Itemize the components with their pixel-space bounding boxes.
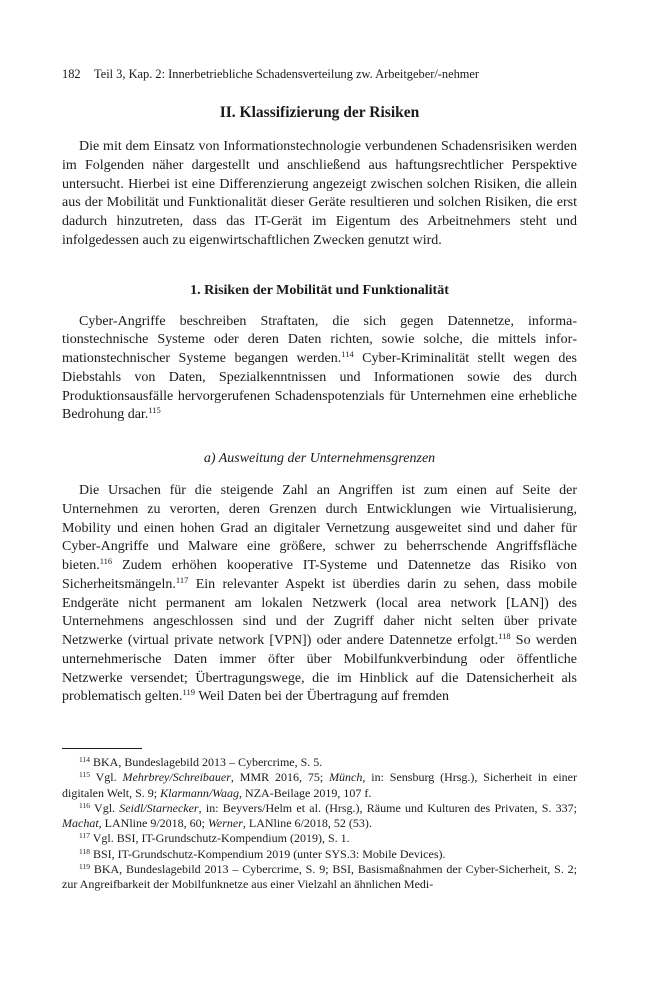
book-page	[62, 66, 577, 893]
footnote-number: 116	[79, 800, 90, 810]
footnote-text: , LANline 9/2018, 60;	[98, 816, 208, 831]
author-name: Klarmann/Waag	[160, 785, 240, 800]
running-title: Teil 3, Kap. 2: Innerbetriebliche Schadensverteilung zw. Arbeitgeber/-nehmer	[94, 67, 480, 81]
footnote-number: 117	[79, 831, 90, 841]
footnote-text: , LANline 6/2018, 52 (53).	[242, 816, 372, 831]
text-run: Weil Daten bei der Übertragung auf fremden	[194, 689, 449, 705]
footnote-ref-117[interactable]: 117	[175, 574, 189, 585]
text-run: Zudem erhöhen kooperative IT-Systeme und Datennetze das Risiko von Sicherheitsmängeln.	[62, 558, 577, 592]
sub-subsection-heading: a) Ausweitung der Unternehmensgrenzen	[203, 451, 436, 466]
page-number: 182	[62, 67, 81, 81]
footnotes	[62, 755, 577, 893]
footnote-118	[62, 847, 577, 862]
paragraph-company-boundaries	[62, 482, 577, 707]
footnote-115	[62, 770, 577, 801]
paragraph-cyber-attacks	[62, 313, 577, 426]
footnote-text: Vgl.	[89, 770, 123, 785]
footnote-116	[62, 801, 577, 832]
footnote-119	[62, 862, 577, 893]
footnote-ref-115[interactable]: 115	[148, 405, 161, 416]
footnote-number: 119	[79, 862, 90, 872]
footnote-text: BKA, Bundeslagebild 2013 – Cybercrime, S. 9; BSI, Basismaßnahmen der Cyber-Sicherheit, S. 2; zur Angreifbarkeit der Mobilfunknetze aus einer Vielzahl an ähnlichen Medi-	[62, 862, 577, 892]
footnote-text: Vgl.	[89, 800, 120, 815]
footnote-text: , in: Beyvers/Helm et al. (Hrsg.), Räume und Kulturen des Privaten, S. 337;	[198, 800, 577, 815]
footnote-text: , NZA-Beilage 2019, 107 f.	[239, 785, 372, 800]
section-heading: II. Klassifizierung der Risiken	[219, 104, 420, 121]
footnote-separator	[62, 748, 142, 749]
author-name: Machat	[62, 816, 99, 831]
footnote-ref-116[interactable]: 116	[99, 556, 113, 566]
text-run: Cyber-Kriminalität stellt wegen des Diebstahls von Daten, Spezialkenntnissen und Informationen sowie des durch Produktionsausfälle hervorgerufenen Schadenspotenzials für Unternehmen eine erhebliche Bedrohung dar.	[62, 351, 578, 423]
author-name: Mehrbrey/Schreibauer	[122, 770, 231, 785]
author-name: Seidl/Starnecker	[119, 800, 199, 815]
text-run: Cyber-Angriffe beschreiben Straftaten, die sich gegen Datennetze, informationstechnische Systeme oder deren Daten richten, sowie solche, die mittels informationstechnischer Systeme begangen werden.	[62, 313, 577, 366]
text-run: So werden unternehmerische Daten immer öfter über Mobilfunkverbindung oder öffentliche Netzwerke versendet; Übertragungswege, die im Hinblick auf die Datensicherheit als problematisch gelten.	[62, 633, 577, 705]
author-name: Werner	[207, 816, 243, 831]
running-header	[62, 66, 577, 82]
text-run: Ein relevanter Aspekt ist überdies darin zu sehen, dass mobile Endgeräte nicht permanent am lokalen Netzwerk (local area network [LAN]) des Unternehmens angeschlossen sind und der Zugriff daher nicht selten über private Netzwerke (virtual private network [VPN]) oder andere Datennetze erfolgt.	[62, 576, 577, 648]
author-name: Münch	[329, 770, 363, 785]
footnote-number: 115	[79, 770, 90, 780]
footnote-ref-114[interactable]: 114	[341, 349, 354, 359]
subsection-heading: 1. Risiken der Mobilität und Funktionalität	[190, 282, 449, 298]
footnote-ref-119[interactable]: 119	[182, 687, 195, 698]
footnote-number: 118	[79, 846, 90, 856]
footnote-number: 114	[79, 755, 90, 764]
intro-paragraph: Die mit dem Einsatz von Informationstechnologie verbundenen Schadensrisiken werden im Folgenden näher dargestellt und anschließend aus haftungsrechtlicher Perspektive untersucht. Hierbei ist eine Differenzierung angezeigt zwischen solchen Risiken, die allein aus der Mobilität und Funktionalität dieser Geräte resultieren und solchen Risiken, die erst dadurch hinzutreten, dass das IT-Gerät im Eigentum des Arbeitnehmers steht und infolgedessen auch zu eigenwirtschaftlichen Zwecken genutzt wird.	[62, 139, 577, 248]
footnote-114	[62, 755, 577, 770]
footnote-text: , MMR 2016, 75;	[230, 770, 330, 785]
footnote-text: BKA, Bundeslagebild 2013 – Cybercrime, S. 5.	[89, 755, 323, 769]
footnote-ref-118[interactable]: 118	[498, 631, 511, 641]
footnote-117	[62, 831, 577, 846]
footnote-text: Vgl. BSI, IT-Grundschutz-Kompendium (2019), S. 1.	[89, 831, 350, 846]
footnote-text: , in: Sensburg (Hrsg.), Sicherheit in einer digitalen Welt, S. 9;	[62, 770, 577, 800]
text-run: Die Ursachen für die steigende Zahl an Angriffen ist zum einen auf Seite der Unternehmen zu verorten, deren Grenzen durch Entwicklungen wie Virtualisierung, Mobility und einen hohen Grad an digitaler Vernetzung ausgeweitet sind und daher für Cyber-Angriffe und Malware eine größere, schwer zu beherrschende Angriffsfläche bieten.	[62, 483, 577, 573]
footnote-text: BSI, IT-Grundschutz-Kompendium 2019 (unter SYS.3: Mobile Devices).	[89, 846, 446, 861]
